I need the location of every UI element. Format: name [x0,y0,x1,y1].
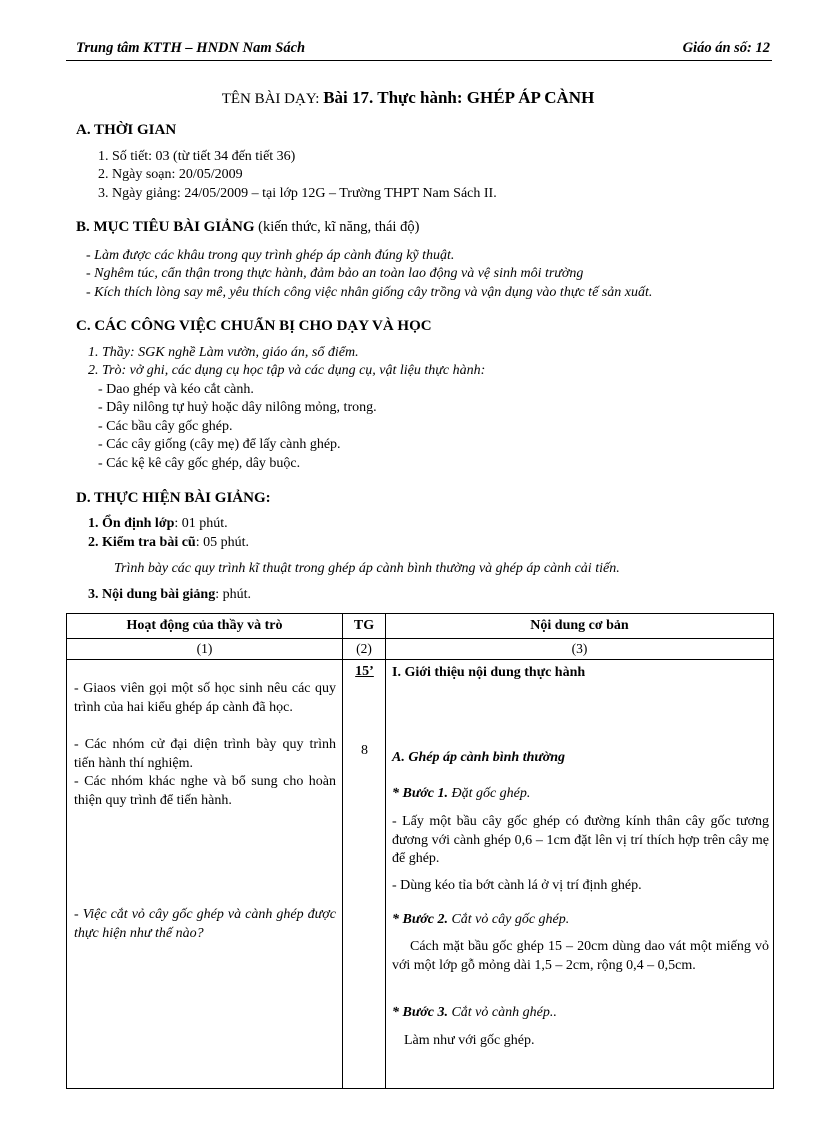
section-d-item-3-label: 3. Nội dung bài giảng [88,587,216,602]
step-2-name: Cắt vỏ cây gốc ghép. [447,912,570,927]
section-a-item: 2. Ngày soạn: 20/05/2009 [98,167,243,182]
section-d-item-3-text: : phút. [215,587,251,602]
section-b-heading [76,219,419,236]
section-c-subitem: - Các kệ kê cây gốc ghép, dây buộc. [98,456,301,471]
header-rule [66,60,772,61]
section-a-heading: A. THỜI GIAN [76,122,177,138]
step-3-title [392,1005,557,1021]
section-c-subitem: - Dây nilông tự huỷ hoặc dây nilông mỏng, trong. [98,400,377,415]
time-value: 8 [361,743,368,758]
table-row [67,660,774,1089]
section-c-subitem: - Các cây giống (cây mẹ) để lấy cành ghép. [98,437,341,452]
lesson-title [0,88,816,108]
lesson-table [66,613,774,1089]
step-1-title [392,786,530,802]
table-col-number: (3) [386,639,774,660]
section-d-item-2 [88,535,249,551]
table-header-time: TG [343,614,386,639]
section-c-item: 2. Trò: vở ghi, các dụng cụ học tập và các dụng cụ, vật liệu thực hành: [88,363,486,378]
table-col-number: (2) [343,639,386,660]
section-d-item-1-label: 1. Ổn định lớp [88,516,175,531]
step-3-name: Cắt vỏ cành ghép.. [447,1005,557,1020]
activity-question: - Việc cắt vỏ cây gốc ghép và cành ghép được thực hiện như thế nào? [74,907,336,941]
step-3-star: * Bước 3. [392,1005,448,1020]
activity-paragraph: - Các nhóm khác nghe và bổ sung cho hoàn thiện quy trình để tiến hành. [74,774,336,808]
header-center-name: Trung tâm KTTH – HNDN Nam Sách [76,40,306,56]
table-cell-activity [67,660,343,1089]
step-1-star: * Bước 1. [392,786,448,801]
section-d-item-1 [88,516,228,532]
section-d-item-1-text: : 01 phút. [174,516,228,531]
activity-paragraph: - Các nhóm cử đại diện trình bày quy trình tiến hành thí nghiệm. [74,737,336,771]
header-lesson-number: Giáo án số: 12 [682,40,770,56]
section-b-item: - Kích thích lòng say mê, yêu thích công việc nhân giống cây trồng và vận dụng vào thực tế sản xuất. [86,285,653,300]
section-b-title: B. MỤC TIÊU BÀI GIẢNG [76,219,255,235]
lesson-title-prefix: TÊN BÀI DẠY: [221,91,324,107]
content-heading-1: I. Giới thiệu nội dung thực hành [392,665,586,680]
step-1-paragraph: - Dùng kéo tỉa bớt cành lá ở vị trí định ghép. [392,878,642,893]
section-b-item: - Nghêm túc, cẩn thận trong thực hành, đảm bảo an toàn lao động và vệ sinh môi trường [86,266,584,281]
section-a-item: 1. Số tiết: 03 (từ tiết 34 đến tiết 36) [98,149,296,164]
section-b-item: - Làm được các khâu trong quy trình ghép áp cành đúng kỹ thuật. [86,248,455,263]
table-col-number: (1) [67,639,343,660]
content-heading-2: A. Ghép áp cành bình thường [392,750,566,765]
section-c-heading: C. CÁC CÔNG VIỆC CHUẨN BỊ CHO DẠY VÀ HỌC [76,318,432,334]
step-2-title [392,912,569,928]
table-header-activity: Hoạt động của thầy và trò [67,614,343,639]
section-c-subitem: - Dao ghép và kéo cắt cành. [98,382,254,397]
section-a-item: 3. Ngày giảng: 24/05/2009 – tại lớp 12G – Trường THPT Nam Sách II. [98,186,497,201]
section-d-item-2-label: 2. Kiểm tra bài cũ [88,535,196,550]
time-value: 15’ [355,664,374,679]
table-number-row [67,639,774,660]
step-1-name: Đặt gốc ghép. [447,786,531,801]
section-b-note: (kiến thức, kĩ năng, thái độ) [254,219,420,235]
step-2-paragraph: Cách mặt bầu gốc ghép 15 – 20cm dùng dao vát một miếng vỏ với một lớp gỗ mỏng dài 1,5 – 2cm, rộng 0,4 – 0,5cm. [392,939,769,973]
section-c-subitem: - Các bầu cây gốc ghép. [98,419,233,434]
section-d-item-2-note: Trình bày các quy trình kĩ thuật trong ghép áp cành bình thường và ghép áp cành cải tiến. [114,561,620,576]
table-cell-time [343,660,386,1089]
step-2-star: * Bước 2. [392,912,448,927]
section-c-item: 1. Thầy: SGK nghề Làm vườn, giáo án, sổ điểm. [88,345,359,360]
table-cell-content [386,660,774,1089]
table-header-row [67,614,774,639]
table-header-content: Nội dung cơ bản [386,614,774,639]
activity-paragraph: - Giaos viên gọi một số học sinh nêu các quy trình của hai kiểu ghép áp cành đã học. [74,681,336,715]
step-1-paragraph: - Lấy một bầu cây gốc ghép có đường kính thân cây gốc tương đương với cành ghép 0,6 – 1cm đặt lên vị trí thích hợp trên cây mẹ để ghép. [392,814,769,866]
section-d-heading: D. THỰC HIỆN BÀI GIẢNG: [76,490,271,506]
section-d-item-2-text: : 05 phút. [195,535,249,550]
step-3-paragraph: Làm như với gốc ghép. [404,1033,535,1048]
section-d-item-3 [88,587,251,603]
lesson-title-main: Bài 17. Thực hành: GHÉP ÁP CÀNH [323,88,595,107]
